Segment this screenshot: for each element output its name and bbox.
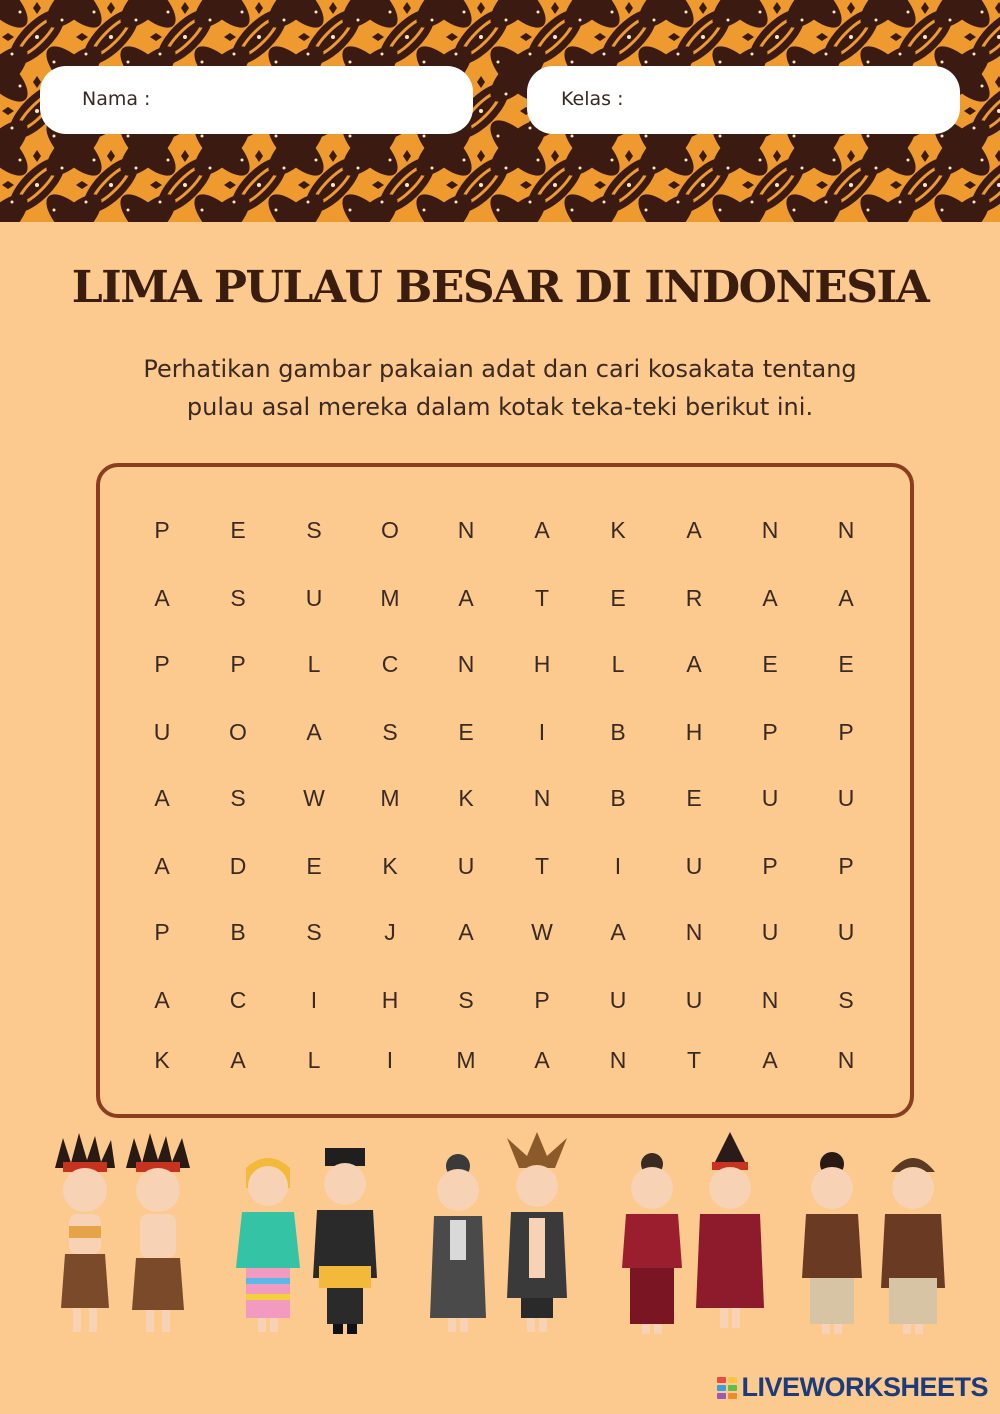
grid-letter[interactable]: M <box>380 785 400 811</box>
grid-letter[interactable]: N <box>761 987 779 1013</box>
grid-letter[interactable]: A <box>306 719 322 745</box>
grid-letter[interactable]: U <box>761 785 779 811</box>
grid-letter[interactable]: E <box>306 853 322 879</box>
grid-letter[interactable]: H <box>381 987 399 1013</box>
grid-letter[interactable]: S <box>230 785 246 811</box>
grid-letter[interactable]: I <box>386 1047 394 1073</box>
grid-letter[interactable]: N <box>685 919 703 945</box>
grid-letter[interactable]: N <box>609 1047 627 1073</box>
instruction-line-1: Perhatikan gambar pakaian adat dan cari kosakata tentang <box>143 355 857 383</box>
grid-letter[interactable]: K <box>382 853 398 879</box>
grid-letter[interactable]: O <box>381 517 399 543</box>
grid-letter[interactable]: C <box>381 651 399 677</box>
grid-letter[interactable]: A <box>762 585 778 611</box>
grid-letter[interactable]: S <box>382 719 398 745</box>
grid-letter[interactable]: U <box>153 719 171 745</box>
brand-text: LIVEWORKSHEETS <box>741 1372 988 1402</box>
grid-letter[interactable]: E <box>458 719 474 745</box>
grid-letter[interactable]: A <box>154 987 170 1013</box>
grid-letter[interactable]: L <box>307 1047 321 1073</box>
grid-letter[interactable]: E <box>610 585 626 611</box>
grid-letter[interactable]: P <box>534 987 550 1013</box>
grid-letter[interactable]: L <box>307 651 321 677</box>
grid-letter[interactable]: T <box>534 585 550 611</box>
instruction-line-2: pulau asal mereka dalam kotak teka-teki berikut ini. <box>186 393 814 421</box>
grid-letter[interactable]: A <box>610 919 626 945</box>
grid-letter[interactable]: U <box>609 987 627 1013</box>
grid-letter[interactable]: B <box>610 785 626 811</box>
grid-letter[interactable]: E <box>762 651 778 677</box>
grid-letter[interactable]: B <box>610 719 626 745</box>
grid-letter[interactable]: K <box>154 1047 170 1073</box>
grid-letter[interactable]: S <box>306 517 322 543</box>
liveworksheets-icon <box>717 1375 739 1401</box>
grid-letter[interactable]: N <box>837 1047 855 1073</box>
grid-letter[interactable]: K <box>458 785 474 811</box>
grid-letter[interactable]: U <box>457 853 475 879</box>
grid-letter[interactable]: U <box>837 919 855 945</box>
grid-letter[interactable]: E <box>686 785 702 811</box>
grid-letter[interactable]: K <box>610 517 626 543</box>
grid-letter[interactable]: A <box>154 585 170 611</box>
grid-letter[interactable]: A <box>762 1047 778 1073</box>
grid-letter[interactable]: J <box>384 919 396 945</box>
grid-letter[interactable]: N <box>457 651 475 677</box>
grid-letter[interactable]: A <box>534 1047 550 1073</box>
grid-letter[interactable]: C <box>229 987 247 1013</box>
class-field[interactable] <box>527 66 960 134</box>
grid-letter[interactable]: P <box>838 719 854 745</box>
grid-letter[interactable]: A <box>838 585 854 611</box>
grid-letter[interactable]: H <box>685 719 703 745</box>
grid-letter[interactable]: N <box>837 517 855 543</box>
grid-letter[interactable]: U <box>837 785 855 811</box>
grid-letter[interactable]: H <box>533 651 551 677</box>
word-search-grid <box>96 463 914 1118</box>
class-label: Kelas : <box>561 88 624 110</box>
grid-letter[interactable]: A <box>686 651 702 677</box>
grid-letter[interactable]: A <box>154 785 170 811</box>
page-title: LIMA PULAU BESAR DI INDONESIA <box>71 262 929 313</box>
grid-letter[interactable]: E <box>838 651 854 677</box>
papua-costume-figures <box>55 1133 190 1332</box>
grid-letter[interactable]: E <box>230 517 246 543</box>
grid-letter[interactable]: S <box>230 585 246 611</box>
grid-letter[interactable]: S <box>306 919 322 945</box>
grid-letter[interactable]: A <box>534 517 550 543</box>
grid-letter[interactable]: U <box>761 919 779 945</box>
sulawesi-costume-figures <box>622 1132 764 1334</box>
jawa-costume-figures <box>802 1152 945 1334</box>
grid-letter[interactable]: U <box>685 987 703 1013</box>
grid-letter[interactable]: A <box>154 853 170 879</box>
instruction-text <box>100 350 900 426</box>
grid-letter[interactable]: U <box>685 853 703 879</box>
grid-letter[interactable]: P <box>154 517 170 543</box>
name-label: Nama : <box>82 88 151 110</box>
grid-letter[interactable]: L <box>611 651 625 677</box>
grid-letter[interactable]: P <box>762 719 778 745</box>
grid-letter[interactable]: P <box>154 919 170 945</box>
grid-letter[interactable]: A <box>230 1047 246 1073</box>
liveworksheets-logo <box>717 1372 988 1403</box>
grid-letter[interactable]: A <box>686 517 702 543</box>
kalimantan-costume-figures <box>430 1132 567 1332</box>
traditional-costume-illustrations <box>0 1128 1000 1352</box>
grid-letter[interactable]: P <box>230 651 246 677</box>
grid-letter[interactable]: P <box>762 853 778 879</box>
sumatera-costume-figures <box>236 1148 377 1334</box>
name-field[interactable] <box>40 66 473 134</box>
grid-letter[interactable]: N <box>533 785 551 811</box>
grid-letter[interactable]: W <box>531 919 553 945</box>
grid-letter[interactable]: D <box>229 853 247 879</box>
grid-letter[interactable]: N <box>761 517 779 543</box>
grid-letter[interactable]: P <box>154 651 170 677</box>
grid-letter[interactable]: A <box>458 919 474 945</box>
grid-letter[interactable]: T <box>686 1047 702 1073</box>
grid-letter[interactable]: I <box>538 719 546 745</box>
grid-letter[interactable]: A <box>458 585 474 611</box>
grid-letter[interactable]: N <box>457 517 475 543</box>
grid-letter[interactable]: T <box>534 853 550 879</box>
grid-letter[interactable]: R <box>685 585 703 611</box>
grid-letter[interactable]: S <box>458 987 474 1013</box>
grid-letter[interactable]: I <box>614 853 622 879</box>
grid-letter[interactable]: I <box>310 987 318 1013</box>
grid-letter[interactable]: W <box>303 785 325 811</box>
grid-letter[interactable]: U <box>305 585 323 611</box>
grid-letter[interactable]: M <box>380 585 400 611</box>
grid-letter[interactable]: B <box>230 919 246 945</box>
grid-letter[interactable]: P <box>838 853 854 879</box>
grid-letter[interactable]: M <box>456 1047 476 1073</box>
grid-letter[interactable]: O <box>229 719 247 745</box>
grid-letter[interactable]: S <box>838 987 854 1013</box>
